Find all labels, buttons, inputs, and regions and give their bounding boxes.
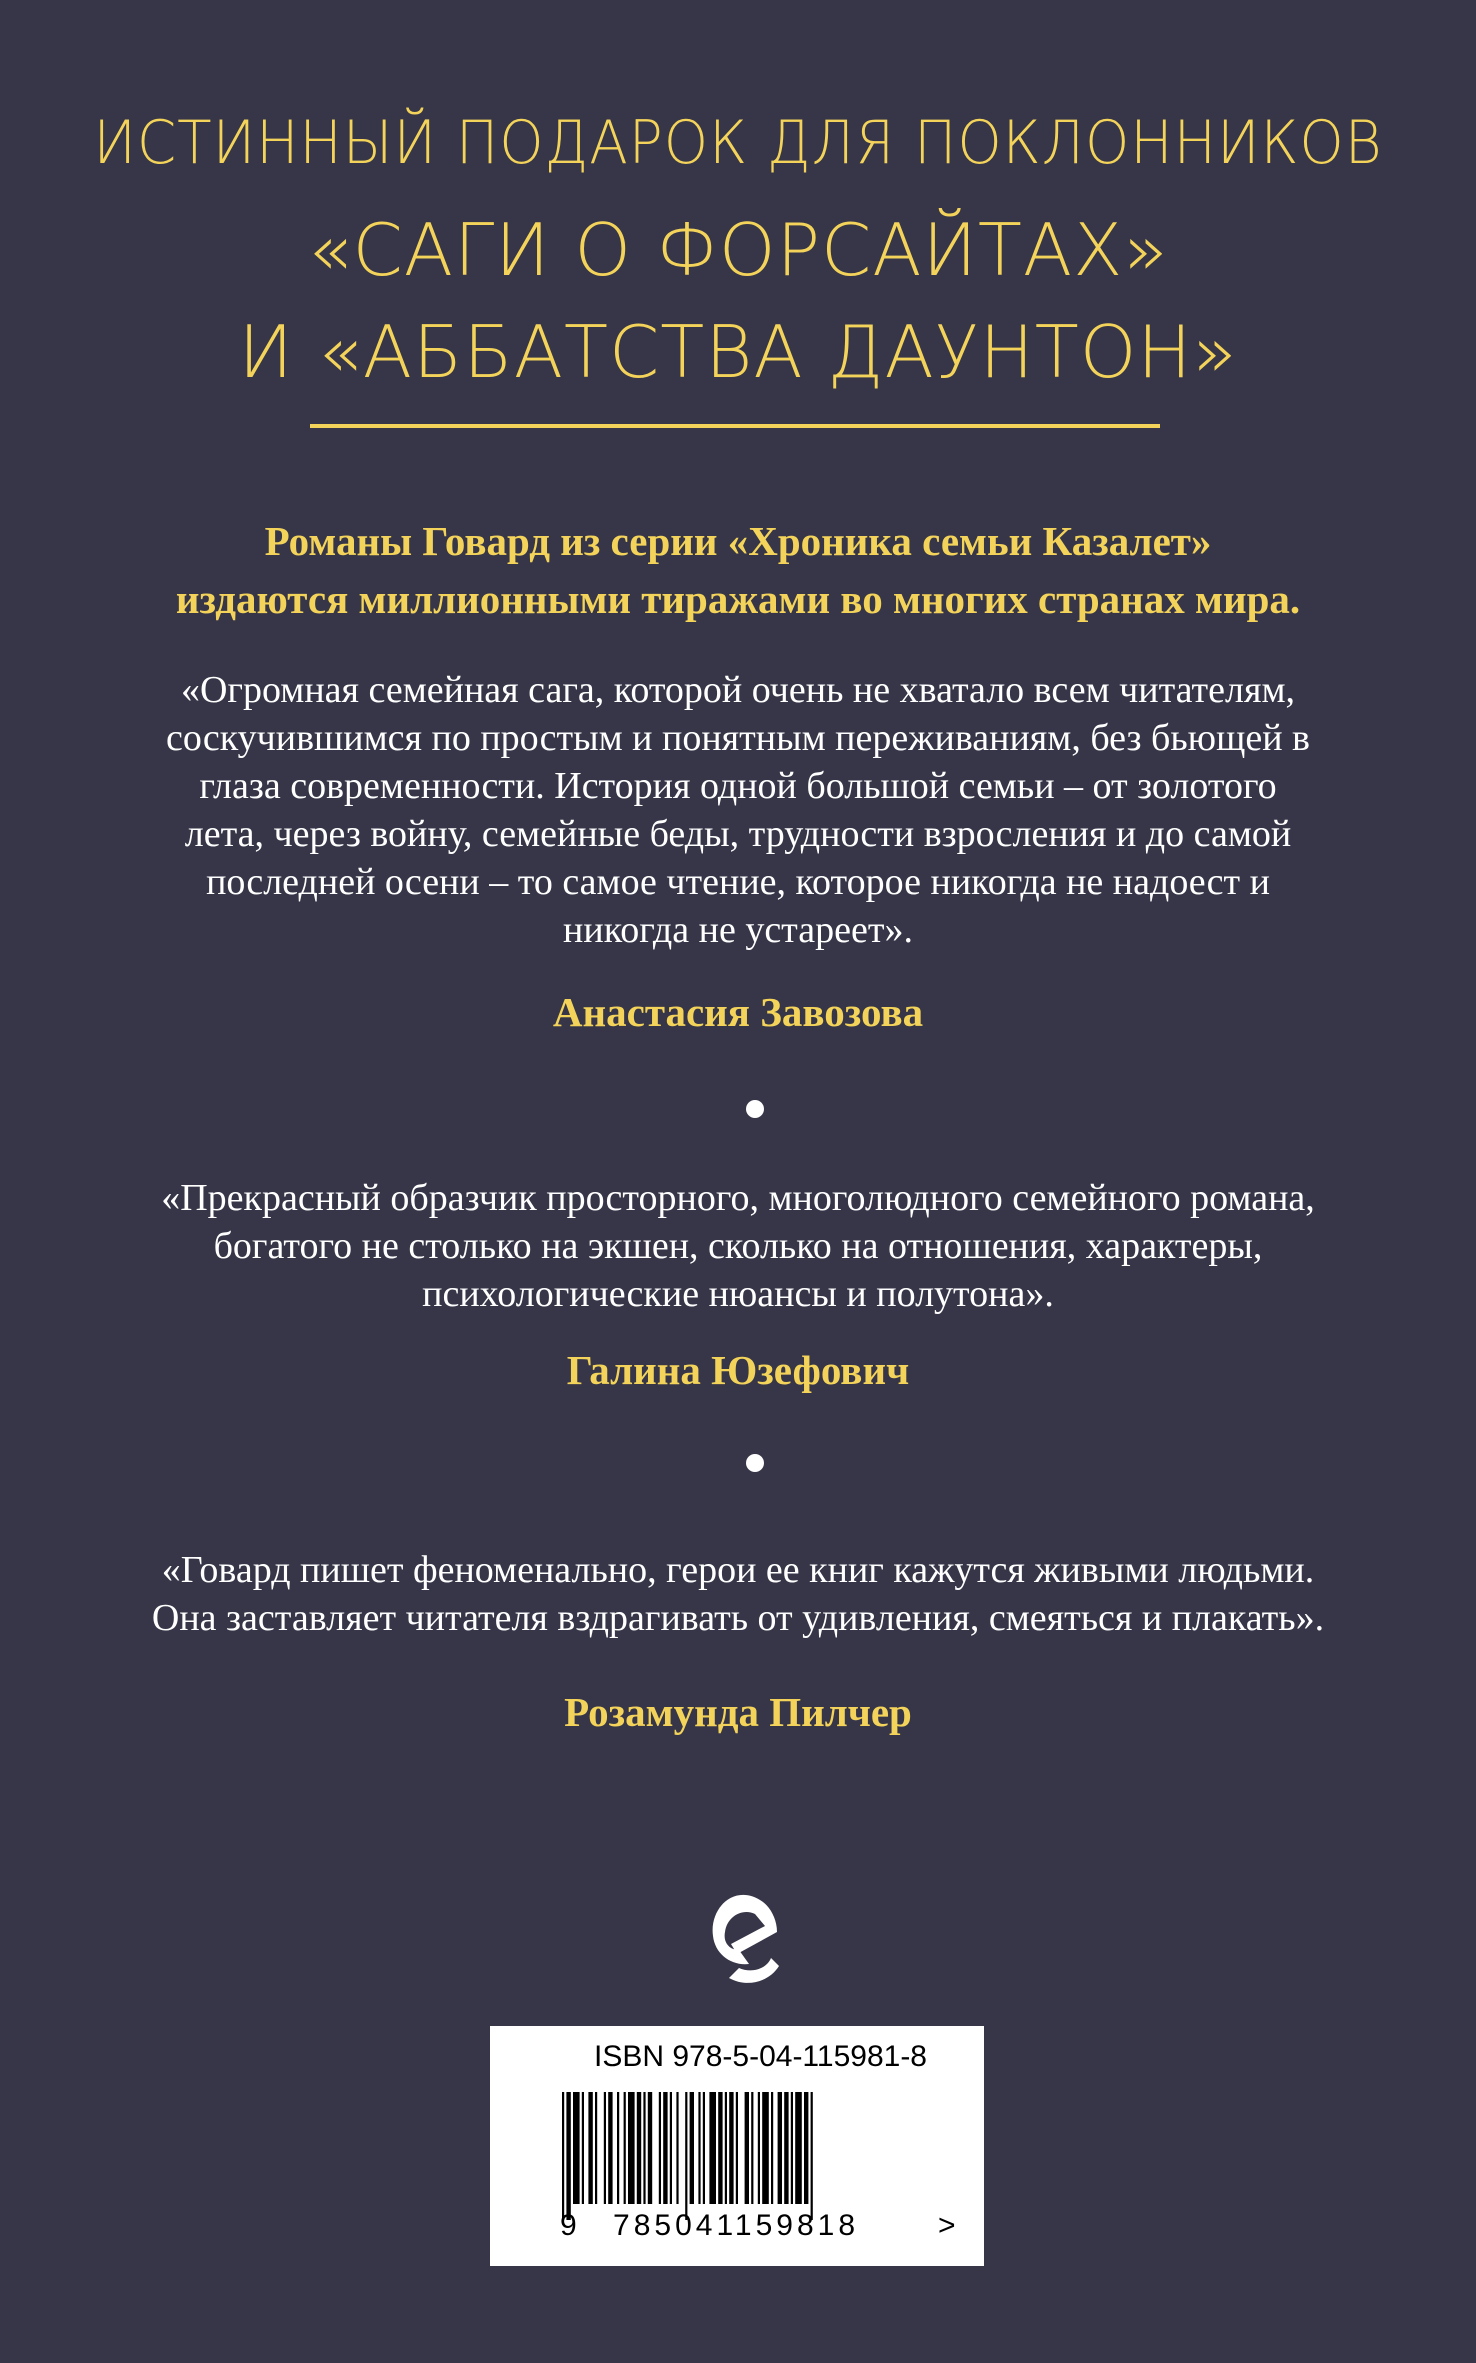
- barcode-bar: [685, 2092, 687, 2220]
- barcode-bar: [762, 2092, 769, 2204]
- quote-text: «Огромная семейная сага, которой очень не хватало всем читателям, соскучившимся по простым и понятным переживаниям, без бьющей в глаза современности. История одной большой семьи – от золотого лета, через войну, семейные беды, трудности взросления и до самой последней осени – то самое чтение, которое никогда не надоест и никогда не устареет».: [166, 669, 1310, 951]
- isbn-label: ISBN 978-5-04-115981-8: [594, 2040, 927, 2073]
- quote-author: Галина Юзефович: [566, 1347, 910, 1393]
- headline-divider: [310, 424, 1160, 428]
- barcode-bar: [811, 2092, 813, 2220]
- barcode-bar: [562, 2092, 564, 2220]
- barcode-bar: [698, 2092, 700, 2204]
- barcode-bar: [608, 2092, 612, 2204]
- barcode-bar: [588, 2092, 592, 2204]
- barcode-bar: [703, 2092, 705, 2204]
- barcode-number: 785041159818: [613, 2209, 860, 2242]
- barcode-bar: [624, 2092, 626, 2204]
- barcode-bar: [637, 2092, 641, 2204]
- barcode-bar: [604, 2092, 606, 2204]
- barcode-bar: [771, 2092, 773, 2204]
- barcode-bar: [784, 2092, 788, 2204]
- barcode-bar: [736, 2092, 738, 2204]
- barcode-bar: [690, 2092, 694, 2204]
- barcode-bar: [566, 2092, 570, 2220]
- publisher-logo-icon: [705, 1878, 785, 1994]
- barcode-bar: [778, 2092, 782, 2204]
- barcode-bar: [663, 2092, 667, 2204]
- barcode-bar: [643, 2092, 645, 2204]
- headline-line-1: ИСТИННЫЙ ПОДАРОК ДЛЯ ПОКЛОННИКОВ: [93, 108, 1383, 178]
- separator-dot: [746, 1100, 764, 1118]
- barcode-bar: [791, 2092, 793, 2204]
- barcode-bar: [709, 2092, 716, 2204]
- quote-text: «Прекрасный образчик просторного, многолюдного семейного романа, богатого не столько на экшен, сколько на отношения, характеры, психологические нюансы и полутона».: [161, 1177, 1315, 1315]
- barcode-bar: [670, 2092, 672, 2204]
- barcode-bar: [595, 2092, 597, 2204]
- barcode-bar: [617, 2092, 619, 2204]
- headline-line-2: «САГИ О ФОРСАЙТАХ»: [307, 208, 1169, 292]
- barcode-bar: [573, 2092, 580, 2204]
- quote-author: Анастасия Завозова: [552, 989, 924, 1035]
- barcode-bar: [628, 2092, 635, 2204]
- barcode-bar: [582, 2092, 584, 2204]
- barcode-bar: [729, 2092, 733, 2204]
- isbn-barcode: [490, 2026, 984, 2266]
- barcode-bar: [758, 2092, 760, 2204]
- barcode-end-mark: >: [938, 2209, 956, 2242]
- headline-line-3: И «АББАТСТВА ДАУНТОН»: [238, 310, 1238, 394]
- barcode-bar: [659, 2092, 661, 2204]
- barcode-bar: [648, 2092, 652, 2204]
- barcode-digits: [560, 2209, 930, 2243]
- quote-text: «Говард пишет феноменально, герои ее книг кажутся живыми людьми. Она заставляет читателя вздрагивать от удивления, смеяться и плакать».: [151, 1549, 1325, 1639]
- quote-author: Розамунда Пилчер: [564, 1689, 912, 1735]
- barcode-bar: [751, 2092, 753, 2204]
- barcode-bar: [804, 2092, 808, 2204]
- barcode-bar: [725, 2092, 727, 2204]
- barcode-first-digit: 9: [560, 2209, 581, 2242]
- separator-dot: [746, 1454, 764, 1472]
- barcode-bar: [745, 2092, 749, 2204]
- barcode-bar: [718, 2092, 722, 2204]
- barcode-bar: [795, 2092, 802, 2204]
- barcode-bar: [676, 2092, 678, 2204]
- lead-paragraph: Романы Говард из серии «Хроника семьи Казалет» издаются миллионными тиражами во многих странах мира.: [175, 518, 1301, 622]
